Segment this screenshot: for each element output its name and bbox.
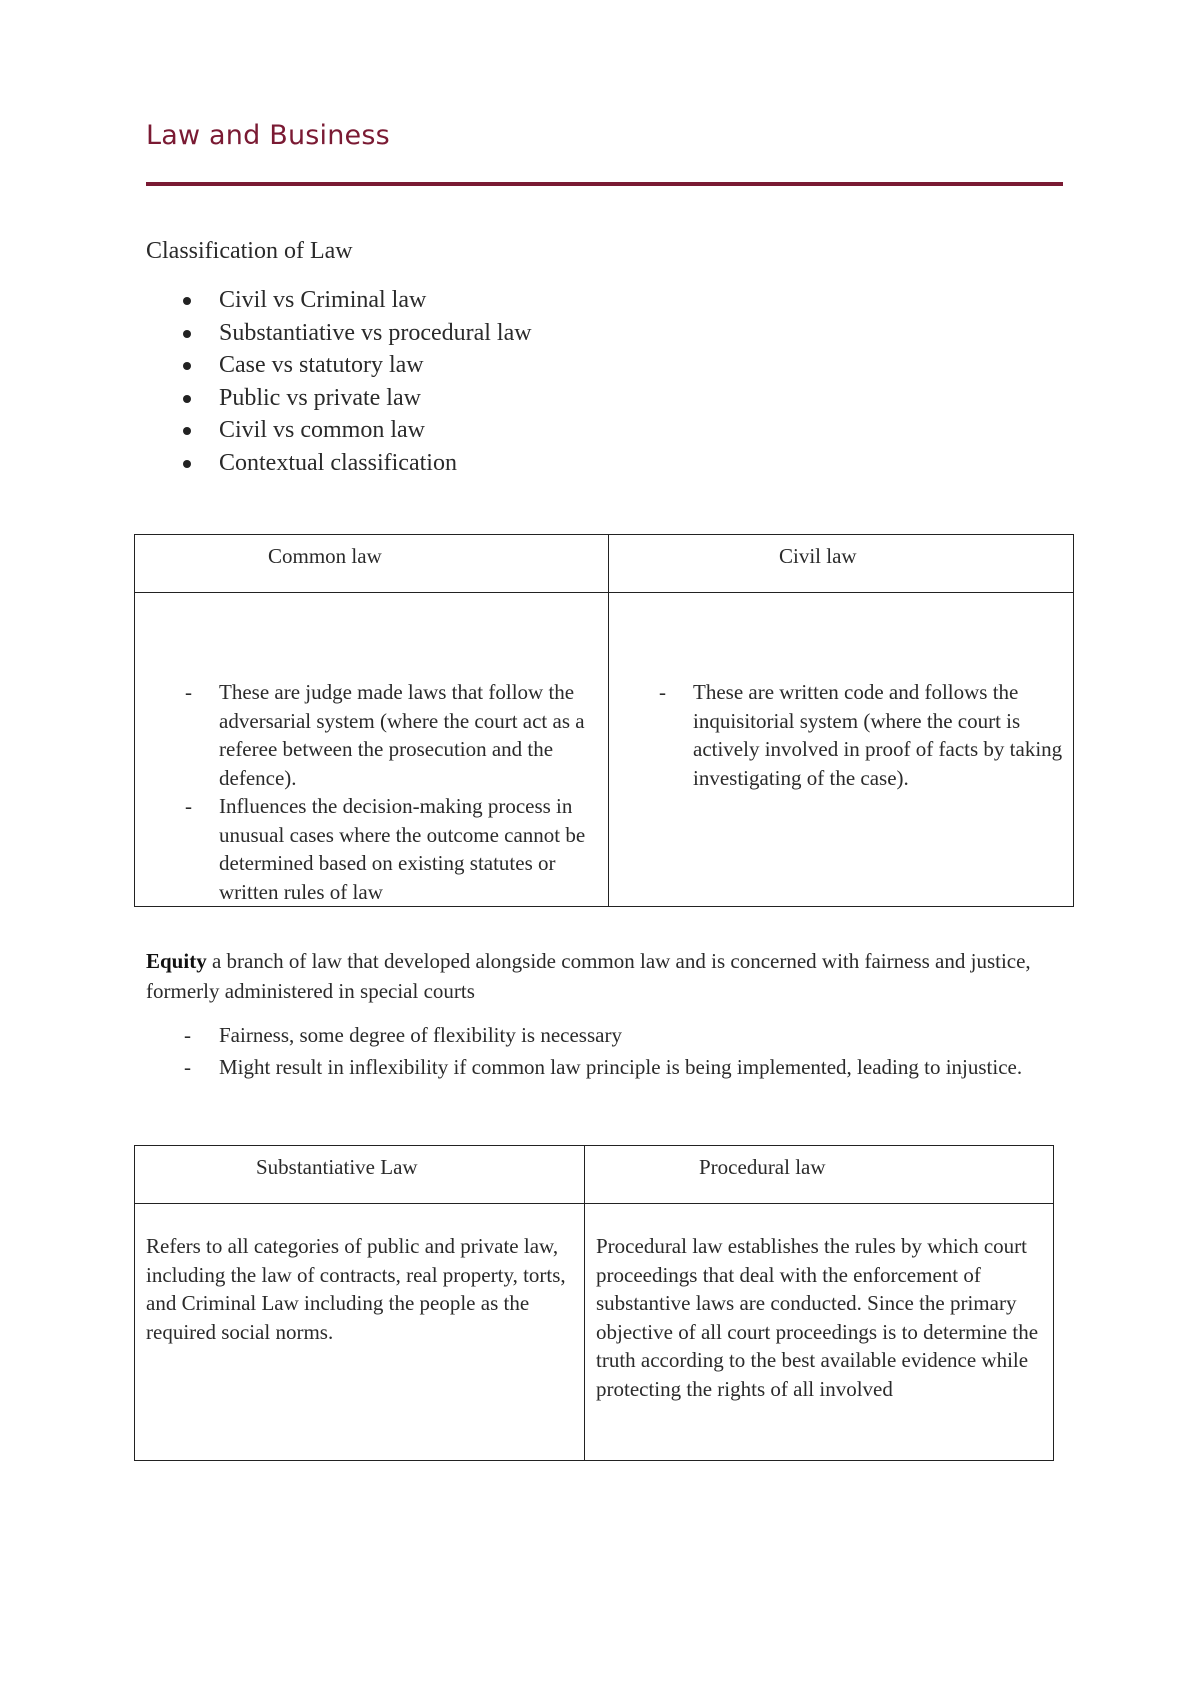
bullet-icon — [183, 362, 191, 370]
list-item-text: Contextual classification — [219, 449, 457, 476]
bullet-icon — [183, 330, 191, 338]
list-item-text: Might result in inflexibility if common law principle is being implemented, leading to injustice. — [219, 1055, 1023, 1079]
list-item-text: Substantiative vs procedural law — [219, 319, 532, 346]
substantive-law-text: Refers to all categories of public and private law, including the law of contracts, real property, torts, and Criminal Law including the people as the required social norms. — [146, 1234, 566, 1344]
bullet-icon — [183, 395, 191, 403]
procedural-law-header: Procedural law — [699, 1155, 826, 1179]
bullet-icon — [183, 297, 191, 305]
table-header-cell — [135, 535, 609, 593]
list-item — [146, 447, 532, 480]
common-law-header: Common law — [268, 544, 382, 568]
list-item-text: Civil vs Criminal law — [219, 287, 427, 313]
table-header-cell — [609, 535, 1074, 593]
list-item — [146, 1020, 1066, 1050]
dash-icon: - — [659, 680, 666, 704]
list-item — [146, 1052, 1066, 1082]
table-cell — [585, 1204, 1054, 1461]
list-item — [135, 678, 597, 792]
table-cell — [135, 1204, 585, 1461]
dash-icon: - — [185, 794, 192, 818]
table-cell — [135, 593, 609, 907]
table-header-cell — [585, 1146, 1054, 1204]
civil-law-points — [609, 678, 1064, 792]
list-item — [146, 284, 532, 317]
table-cell — [609, 593, 1074, 907]
list-item-text: These are written code and follows the inquisitorial system (where the court is actively involved in proof of facts by taking investigating of the case). — [693, 680, 1063, 790]
civil-law-header: Civil law — [779, 544, 857, 568]
equity-paragraph — [146, 946, 1066, 1006]
list-item-text: Influences the decision-making process in unusual cases where the outcome cannot be determined based on existing statutes or written rules of law — [219, 794, 586, 904]
equity-points — [146, 1020, 1066, 1084]
list-item — [135, 792, 597, 906]
title-divider — [146, 182, 1063, 186]
equity-definition: a branch of law that developed alongside common law and is concerned with fairness and justice, formerly administered in special courts — [146, 949, 1031, 1003]
classification-list — [146, 284, 532, 479]
substantive-vs-procedural-table — [134, 1145, 1054, 1461]
list-item — [609, 678, 1064, 792]
procedural-law-text: Procedural law establishes the rules by which court proceedings that deal with the enforcement of substantive laws are conducted. Since the primary objective of all court proceedings is to determine the truth according to the best available evidence while protecting the rights of all involved — [596, 1234, 1039, 1401]
list-item-text: These are judge made laws that follow the adversarial system (where the court act as a referee between the prosecution and the defence). — [219, 680, 585, 790]
list-item — [146, 382, 532, 415]
common-law-points — [135, 678, 597, 906]
bullet-icon — [183, 427, 191, 435]
bullet-icon — [183, 460, 191, 468]
substantive-law-header: Substantiative Law — [256, 1155, 418, 1179]
section-heading: Classification of Law — [146, 238, 353, 264]
list-item-text: Case vs statutory law — [219, 352, 424, 378]
list-item — [146, 414, 532, 447]
table-header-cell — [135, 1146, 585, 1204]
document-title: Law and Business — [146, 120, 390, 151]
dash-icon: - — [184, 1055, 191, 1079]
list-item-text: Fairness, some degree of flexibility is necessary — [219, 1023, 622, 1047]
list-item-text: Public vs private law — [219, 384, 421, 411]
common-vs-civil-table — [134, 534, 1074, 907]
equity-term: Equity — [146, 949, 207, 973]
list-item — [146, 349, 532, 382]
dash-icon: - — [185, 680, 192, 704]
list-item-text: Civil vs common law — [219, 417, 425, 443]
list-item — [146, 317, 532, 350]
dash-icon: - — [184, 1023, 191, 1047]
